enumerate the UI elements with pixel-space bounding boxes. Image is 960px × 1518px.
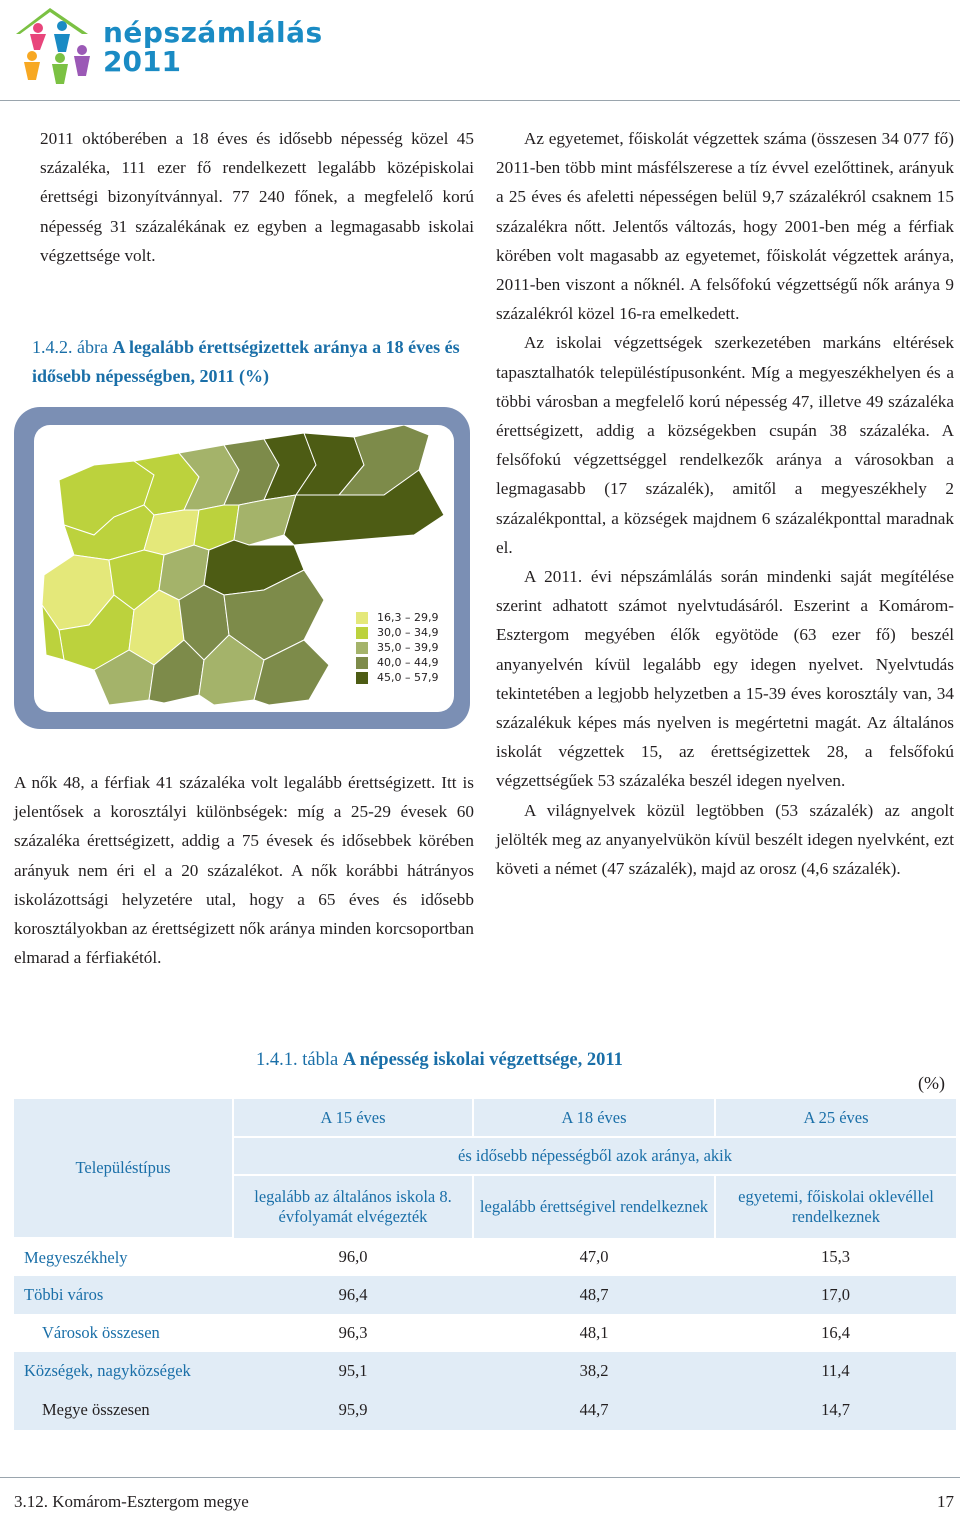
table-title: A népesség iskolai végzettsége, 2011 — [342, 1050, 623, 1070]
table-cell: 48,7 — [579, 1285, 609, 1304]
footer-divider — [0, 1477, 960, 1478]
table-row — [14, 1276, 956, 1314]
table-column-header: egyetemi, főiskolai oklevéllel rendelkeznek — [715, 1175, 956, 1238]
table-row — [14, 1314, 956, 1352]
legend-swatch — [356, 672, 368, 684]
legend-label: 45,0 – 57,9 — [377, 671, 439, 684]
legend-swatch — [356, 612, 368, 624]
table-row-label: Megye összesen — [42, 1400, 150, 1419]
left-column-intro — [40, 124, 474, 270]
legend-label: 35,0 – 39,9 — [377, 641, 439, 654]
legend-label: 16,3 – 29,9 — [377, 611, 439, 624]
header-divider — [0, 100, 960, 101]
legend-swatch — [356, 642, 368, 654]
legend-item — [356, 655, 438, 670]
census-logo-icon — [8, 4, 98, 94]
legend-label: 40,0 – 44,9 — [377, 656, 439, 669]
table-row-label: Községek, nagyközségek — [24, 1361, 191, 1380]
table-row-header: Településtípus — [14, 1099, 233, 1238]
legend-item — [356, 640, 438, 655]
logo-wordmark: népszámlálás — [103, 16, 323, 49]
table-cell: 17,0 — [821, 1285, 850, 1304]
table-row-label: Megyeszékhely — [24, 1247, 128, 1267]
table-cell: 16,4 — [821, 1323, 850, 1342]
legend-item — [356, 610, 438, 625]
table-cell: 11,4 — [821, 1361, 850, 1380]
legend-label: 30,0 – 34,9 — [377, 626, 439, 639]
table-cell: 44,7 — [579, 1400, 609, 1419]
table-cell: 48,1 — [579, 1323, 609, 1342]
table-unit: (%) — [918, 1073, 945, 1093]
table-cell: 96,3 — [338, 1323, 368, 1342]
table-cell: 38,2 — [579, 1361, 609, 1380]
body-paragraph: A 2011. évi népszámlálás során mindenki saját megítélése szerint adhatott számot nyelvtudásáról. Eszerint a Komárom-Esztergom megyében élők egyötöde (63 ezer fő) beszél anyanyelvén kívül legalább egy idegen nyelvet. Nyelvtudás tekintetében a legjobb helyzetben a 15-39 éves korosztály van, 34 százalékuk képes más nyelven is megértetni magát. Az általános iskolát végzettek 15, az érettségizettek 28, a felsőfokú végzettségűek 53 százaléka beszél idegen nyelven. — [496, 567, 954, 791]
table-age-header: A 25 éves — [715, 1099, 956, 1137]
intro-paragraph: 2011 októberében a 18 éves és idősebb népesség közel 45 százaléka, 111 ezer fő rendelkezett legalább középiskolai érettségi bizonyítvánnyal. 77 240 főnek, a megfelelő korú népesség 31 százalékának ez egyben a legmagasabb iskolai végzettsége volt. — [40, 129, 474, 265]
census-logo — [8, 4, 323, 96]
table-total-row — [14, 1390, 956, 1430]
figure-caption — [32, 333, 472, 391]
table-row-label: Többi város — [24, 1285, 104, 1304]
table-cell: 95,9 — [338, 1400, 368, 1419]
education-table — [14, 1099, 956, 1430]
table-caption — [256, 1050, 623, 1071]
table-cell: 96,0 — [338, 1247, 368, 1266]
body-paragraph: A világnyelvek közül legtöbben (53 százalék) az angolt jelölték meg az anyanyelvükön kívül beszélt idegen nyelvként, ezt követi a német (47 százalék), majd az orosz (4,6 százalék). — [496, 800, 954, 879]
left-column-continued — [14, 768, 474, 972]
map-frame — [14, 407, 470, 729]
table-cell: 95,1 — [338, 1361, 368, 1380]
table-row — [14, 1238, 956, 1276]
table-column-header: legalább az általános iskola 8. évfolyamát elvégezték — [233, 1175, 473, 1238]
body-paragraph: Az egyetemet, főiskolát végzettek száma (összesen 34 077 fő) 2011-ben több mint másfélszerese a tíz évvel ezelőttinek, arányuk a 25 éves és afeletti népességen belül 9,7 százalékról csaknem 15 százalékra nőtt. Jelentős változás, hogy 2001-ben még a férfiak körében volt magasabb az egyetemet, főiskolát végzettek aránya, 2011-ben viszont a nőknél. A felsőfokú végzettségű nők aránya 9 százalékról közel 16-ra emelkedett. — [496, 129, 954, 324]
map-legend — [356, 610, 438, 685]
table-cell: 15,3 — [821, 1247, 850, 1266]
page-number: 17 — [937, 1492, 954, 1511]
logo-year: 2011 — [103, 45, 181, 79]
legend-swatch — [356, 657, 368, 669]
map-panel — [34, 425, 454, 712]
body-paragraph: A nők 48, a férfiak 41 százaléka volt legalább érettségizett. Itt is jelentősek a korosztályi különbségek: míg a 25-29 évesek 60 százaléka érettségizett, addig a 75 évesek és idősebbek körében arányuk nem éri el a 20 százalékot. A nők korábbi hátrányos iskolázottsági helyzetére utal, hogy a 65 éves és idősebb korosztályokban az érettségizett nők aránya minden korcsoportban elmarad a férfiakétól. — [14, 773, 474, 968]
table-cell: 47,0 — [579, 1247, 609, 1266]
table-cell: 96,4 — [338, 1285, 368, 1304]
table-number: 1.4.1. tábla — [256, 1050, 339, 1070]
table-age-header: A 18 éves — [473, 1099, 715, 1137]
figure-number: 1.4.2. ábra — [32, 337, 108, 357]
table-column-header: legalább érettségivel rendelkeznek — [473, 1175, 715, 1238]
legend-swatch — [356, 627, 368, 639]
table-cell: 14,7 — [821, 1400, 850, 1419]
table-age-header: A 15 éves — [233, 1099, 473, 1137]
right-column — [496, 124, 954, 883]
body-paragraph: Az iskolai végzettségek szerkezetében markáns eltérések tapasztalhatók településtípusonként. Míg a megyeszékhelyen és a többi városban a megfelelő korú népesség 47, illetve 49 százaléka érettségizett, addig a községekben csupán 38 százaléka. A felsőfokú végzettséggel rendelkezők aránya a városokban a legmagasabb (17 százalék), amitől a megyeszékhely 2 százalékponttal, a községek majdnem 6 százalékponttal maradnak el. — [496, 333, 954, 557]
legend-item — [356, 625, 438, 640]
table-shared-header: és idősebb népességből azok aránya, akik — [233, 1137, 956, 1175]
table-row-label: Városok összesen — [42, 1323, 160, 1342]
legend-item — [356, 670, 438, 685]
figure-title: A legalább érettségizettek aránya a 18 éves és idősebb népességben, 2011 (%) — [32, 337, 460, 386]
footer-section-title: 3.12. Komárom-Esztergom megye — [14, 1492, 249, 1511]
table-row — [14, 1352, 956, 1390]
